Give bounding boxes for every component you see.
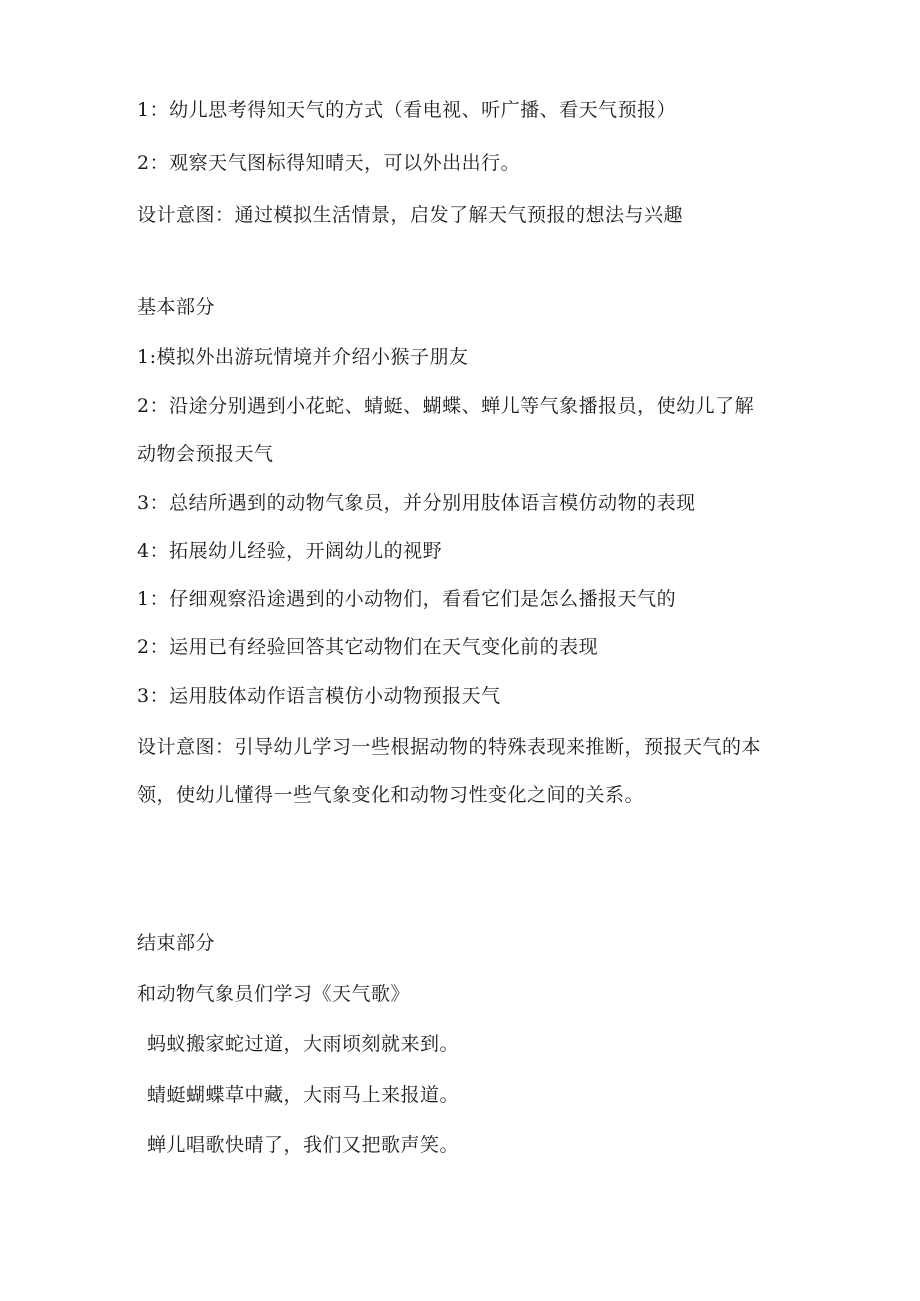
basic-design-intent-line-2: 领，使幼儿懂得一些气象变化和动物习性变化之间的关系。 [137,784,645,806]
ending-section-heading: 结束部分 [137,932,216,954]
basic-subitem-1: 1：仔细观察沿途遇到的小动物们，看看它们是怎么播报天气的 [137,588,677,610]
song-line-3: 蝉儿唱歌快晴了，我们又把歌声笑。 [147,1134,460,1156]
basic-design-intent-line-1: 设计意图：引导幼儿学习一些根据动物的特殊表现来推断，预报天气的本 [137,736,762,758]
ending-intro: 和动物气象员们学习《天气歌》 [137,983,411,1005]
song-line-2: 蜻蜓蝴蝶草中藏，大雨马上来报道。 [147,1084,460,1106]
basic-section-heading: 基本部分 [137,296,216,318]
basic-item-1: 1:模拟外出游玩情境并介绍小猴子朋友 [137,346,469,368]
basic-subitem-2: 2：运用已有经验回答其它动物们在天气变化前的表现 [137,636,599,658]
basic-subitem-3: 3：运用肢体动作语言模仿小动物预报天气 [137,685,501,707]
intro-design-intent: 设计意图：通过模拟生活情景，启发了解天气预报的想法与兴趣 [137,204,684,226]
basic-item-3: 3：总结所遇到的动物气象员，并分别用肢体语言模仿动物的表现 [137,492,696,514]
song-line-1: 蚂蚁搬家蛇过道，大雨顷刻就来到。 [147,1033,460,1055]
basic-item-2-line-1: 2：沿途分别遇到小花蛇、蜻蜓、蝴蝶、蝉儿等气象播报员，使幼儿了解 [137,395,755,417]
basic-item-2-line-2: 动物会预报天气 [137,443,274,465]
intro-item-1: 1：幼儿思考得知天气的方式（看电视、听广播、看天气预报） [137,99,677,121]
intro-item-2: 2：观察天气图标得知晴天，可以外出出行。 [137,152,521,174]
basic-item-4: 4：拓展幼儿经验，开阔幼儿的视野 [137,540,443,562]
